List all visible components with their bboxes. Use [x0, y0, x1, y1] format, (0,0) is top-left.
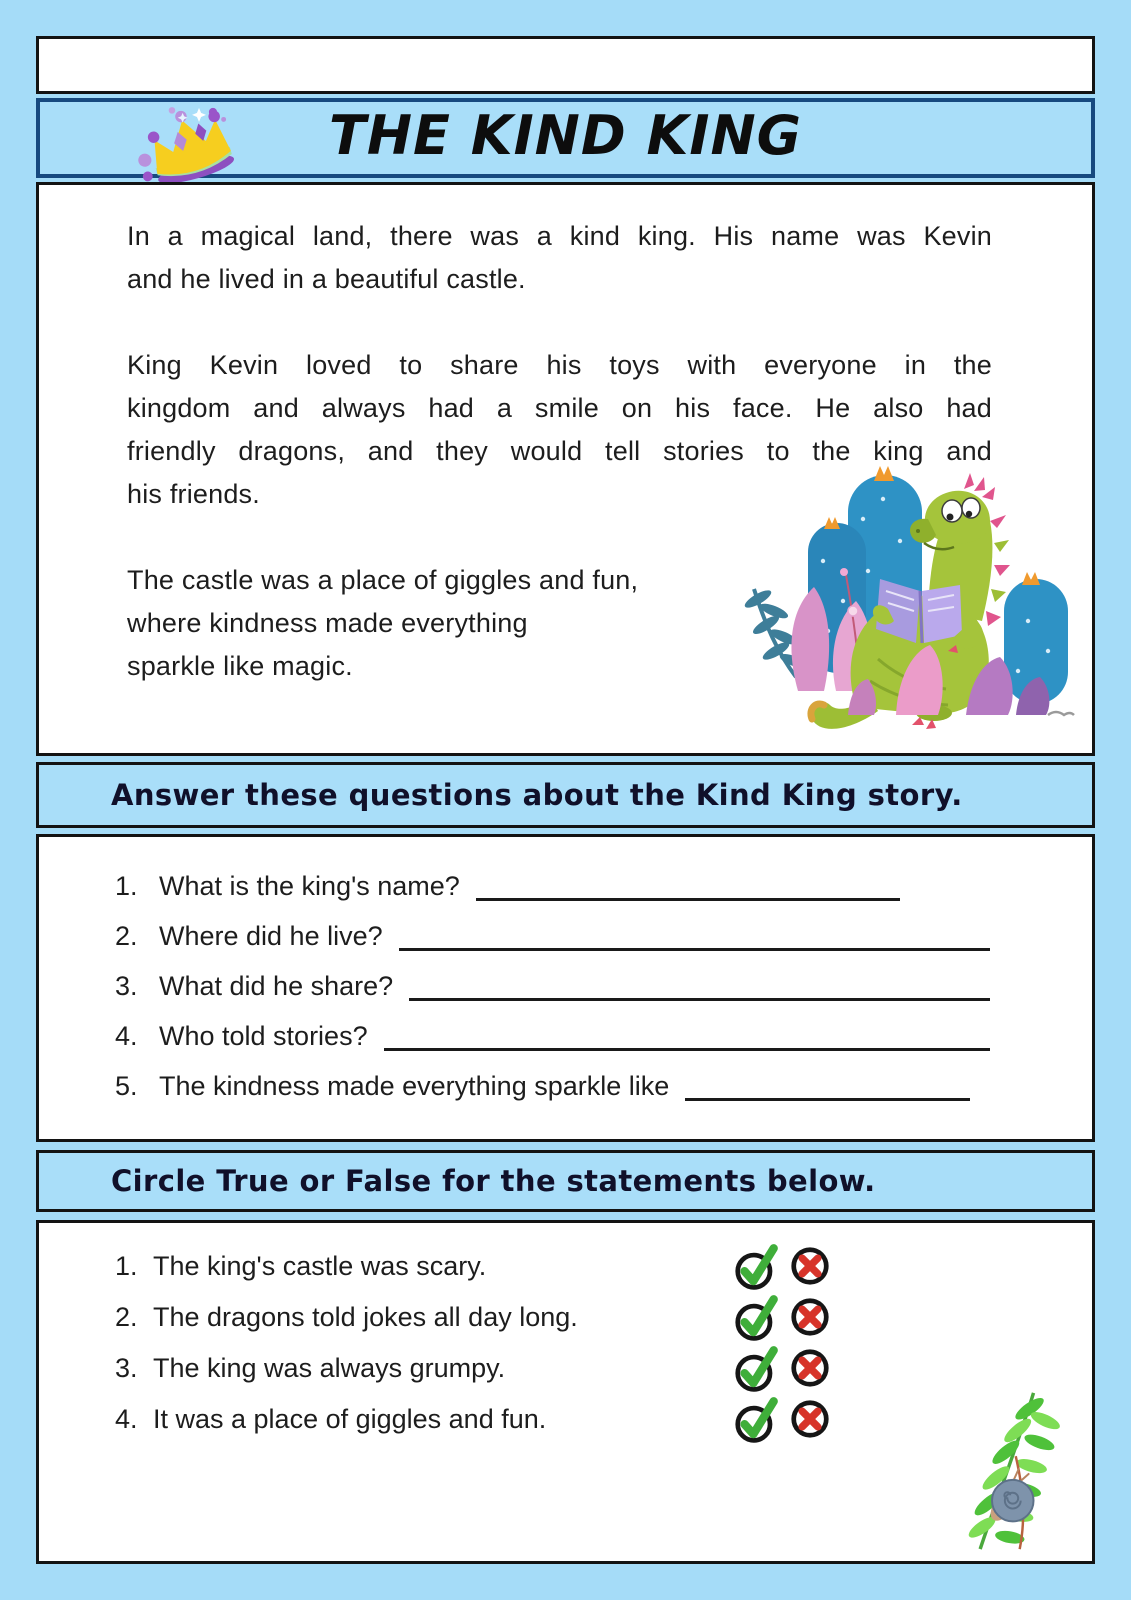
question-row — [115, 1021, 1032, 1054]
story-paragraph — [127, 215, 992, 301]
story-box — [36, 182, 1095, 756]
true-false-choices — [733, 1394, 831, 1444]
story-line: In a magical land, there was a kind king. His name was Kevin — [127, 221, 992, 251]
story-line: The castle was a place of giggles and fun, — [127, 565, 639, 595]
questions-section-header — [36, 762, 1095, 828]
answer-blank[interactable] — [384, 1021, 990, 1051]
statement-text: The king's castle was scary. — [153, 1250, 487, 1281]
answer-blank[interactable] — [409, 971, 990, 1001]
page-title: THE KIND KING — [329, 103, 802, 167]
story-line: sparkle like magic. — [127, 651, 353, 681]
true-false-choices — [733, 1292, 831, 1342]
questions-header-text: Answer these questions about the Kind King story. — [111, 778, 963, 812]
cross-circle-icon[interactable] — [789, 1398, 831, 1440]
answer-blank[interactable] — [399, 921, 990, 951]
statement-row — [115, 1396, 831, 1442]
cross-circle-icon[interactable] — [789, 1296, 831, 1338]
statement-text: The king was always grumpy. — [153, 1352, 506, 1383]
check-circle-icon[interactable] — [733, 1394, 781, 1444]
question-row — [115, 921, 1032, 954]
question-text: Who told stories? — [159, 1021, 368, 1051]
question-number: 5. — [115, 1071, 138, 1101]
question-number: 2. — [115, 921, 138, 951]
dragon-reading-book-illustration — [728, 459, 1076, 751]
check-circle-icon[interactable] — [733, 1292, 781, 1342]
question-text: Where did he live? — [159, 921, 383, 951]
title-band — [36, 98, 1095, 178]
question-number: 3. — [115, 971, 138, 1001]
story-paragraph — [127, 559, 727, 688]
statement-number: 2. — [115, 1301, 138, 1332]
statement-row — [115, 1345, 831, 1391]
true-false-choices — [733, 1241, 831, 1291]
questions-box — [36, 834, 1095, 1142]
question-text: What did he share? — [159, 971, 394, 1001]
question-text: What is the king's name? — [159, 871, 460, 901]
statement-row — [115, 1294, 831, 1340]
question-row — [115, 971, 1032, 1004]
check-circle-icon[interactable] — [733, 1241, 781, 1291]
answer-blank[interactable] — [685, 1071, 970, 1101]
cross-circle-icon[interactable] — [789, 1347, 831, 1389]
true-false-header-text: Circle True or False for the statements below. — [111, 1164, 876, 1198]
story-line: where kindness made everything — [127, 608, 528, 638]
fern-snail-illustration — [918, 1387, 1068, 1555]
check-circle-icon[interactable] — [733, 1343, 781, 1393]
question-row — [115, 1071, 1032, 1104]
true-false-box — [36, 1220, 1095, 1564]
story-line: kingdom and always had a smile on his face. He also had — [127, 393, 992, 423]
true-false-choices — [733, 1343, 831, 1393]
story-line: friendly dragons, and they would tell stories to the king and — [127, 436, 992, 466]
story-line: his friends. — [127, 479, 260, 509]
name-write-in-box[interactable] — [36, 36, 1095, 94]
question-number: 1. — [115, 871, 138, 901]
statement-number: 4. — [115, 1403, 138, 1434]
statement-text: The dragons told jokes all day long. — [153, 1301, 578, 1332]
story-line: and he lived in a beautiful castle. — [127, 264, 526, 294]
story-line: King Kevin loved to share his toys with everyone in the — [127, 350, 992, 380]
statement-text: It was a place of giggles and fun. — [153, 1403, 547, 1434]
question-row — [115, 871, 1032, 904]
statement-row — [115, 1243, 831, 1289]
statement-number: 3. — [115, 1352, 138, 1383]
question-number: 4. — [115, 1021, 138, 1051]
question-text: The kindness made everything sparkle like — [159, 1071, 670, 1101]
cross-circle-icon[interactable] — [789, 1245, 831, 1287]
statement-number: 1. — [115, 1250, 138, 1281]
answer-blank[interactable] — [476, 871, 900, 901]
true-false-section-header — [36, 1150, 1095, 1212]
